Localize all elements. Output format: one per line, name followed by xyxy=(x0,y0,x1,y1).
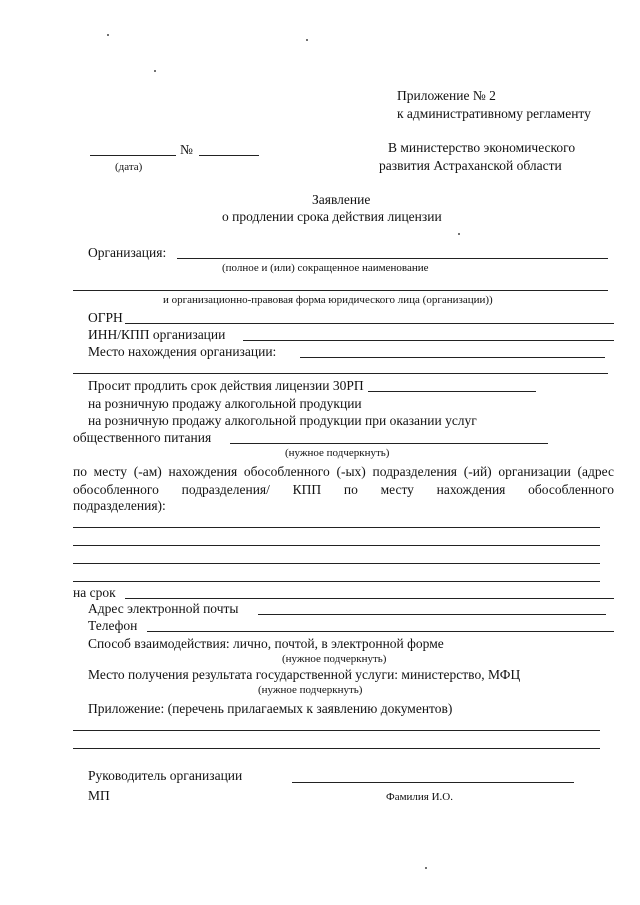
name-caption: Фамилия И.О. xyxy=(386,791,453,803)
separate-units-line-3[interactable] xyxy=(73,563,600,564)
license-number-line[interactable] xyxy=(368,391,536,392)
phone-label: Телефон xyxy=(88,618,138,633)
inn-kpp-label: ИНН/КПП организации xyxy=(88,327,226,342)
organization-caption-2: и организационно-правовая форма юридического лица (организации)) xyxy=(163,294,493,306)
license-extension-label: Просит продлить срок действия лицензии 30РП xyxy=(88,378,364,393)
signature-line[interactable] xyxy=(292,782,574,783)
catering-line[interactable] xyxy=(230,443,548,444)
option-retail: на розничную продажу алкогольной продукции xyxy=(88,396,362,411)
attachment-line-1[interactable] xyxy=(73,730,600,731)
appendix-subtitle: к административному регламенту xyxy=(397,106,591,121)
addressee-line-1: В министерство экономического xyxy=(388,140,576,155)
phone-line[interactable] xyxy=(147,631,614,632)
document-title: Заявление xyxy=(312,192,371,207)
date-caption: (дата) xyxy=(115,161,143,173)
addressee-line-2: развития Астраханской области xyxy=(379,158,562,173)
underline-hint: (нужное подчеркнуть) xyxy=(285,447,390,459)
location-line-2[interactable] xyxy=(73,373,608,374)
email-line[interactable] xyxy=(258,614,606,615)
separate-units-text: по месту (-ам) нахождения обособленного (-ых) подразделения (-ий) организации (адрес обособленного подразделения/ КПП по месту нахождения обособленного xyxy=(73,464,614,497)
location-line[interactable] xyxy=(300,357,605,358)
scan-speck xyxy=(154,70,156,72)
result-label: Место получения результата государственной услуги: министерство, МФЦ xyxy=(88,667,521,682)
organization-form-line[interactable] xyxy=(73,290,608,291)
stamp-label: МП xyxy=(88,788,110,803)
email-label: Адрес электронной почты xyxy=(88,601,239,616)
date-line[interactable] xyxy=(90,155,176,156)
ogrn-line[interactable] xyxy=(125,323,614,324)
interaction-label: Способ взаимодействия: лично, почтой, в электронной форме xyxy=(88,636,444,651)
option-catering-cont: общественного питания xyxy=(73,430,212,445)
scan-speck xyxy=(107,34,109,36)
organization-label: Организация: xyxy=(88,245,167,260)
scan-speck xyxy=(306,39,308,41)
separate-units-line-4[interactable] xyxy=(73,581,600,582)
separate-units-line-1[interactable] xyxy=(73,527,600,528)
number-line[interactable] xyxy=(199,155,259,156)
number-sign: № xyxy=(180,142,193,157)
term-line[interactable] xyxy=(125,598,614,599)
separate-units-line-2[interactable] xyxy=(73,545,600,546)
separate-units-last: подразделения): xyxy=(73,498,166,513)
ogrn-label: ОГРН xyxy=(88,310,123,325)
result-hint: (нужное подчеркнуть) xyxy=(258,684,363,696)
organization-caption-1: (полное и (или) сокращенное наименование xyxy=(222,262,429,274)
term-label: на срок xyxy=(73,585,116,600)
appendix-title: Приложение № 2 xyxy=(397,88,496,103)
attachment-line-2[interactable] xyxy=(73,748,600,749)
head-label: Руководитель организации xyxy=(88,768,243,783)
scan-speck xyxy=(458,233,460,235)
interaction-hint: (нужное подчеркнуть) xyxy=(282,653,387,665)
scan-speck xyxy=(425,867,427,869)
location-label: Место нахождения организации: xyxy=(88,344,277,359)
inn-kpp-line[interactable] xyxy=(243,340,614,341)
attachment-label: Приложение: (перечень прилагаемых к заявлению документов) xyxy=(88,701,453,716)
document-subtitle: о продлении срока действия лицензии xyxy=(222,209,442,224)
organization-name-line[interactable] xyxy=(177,258,608,259)
option-retail-catering: на розничную продажу алкогольной продукции при оказании услуг xyxy=(88,413,477,428)
